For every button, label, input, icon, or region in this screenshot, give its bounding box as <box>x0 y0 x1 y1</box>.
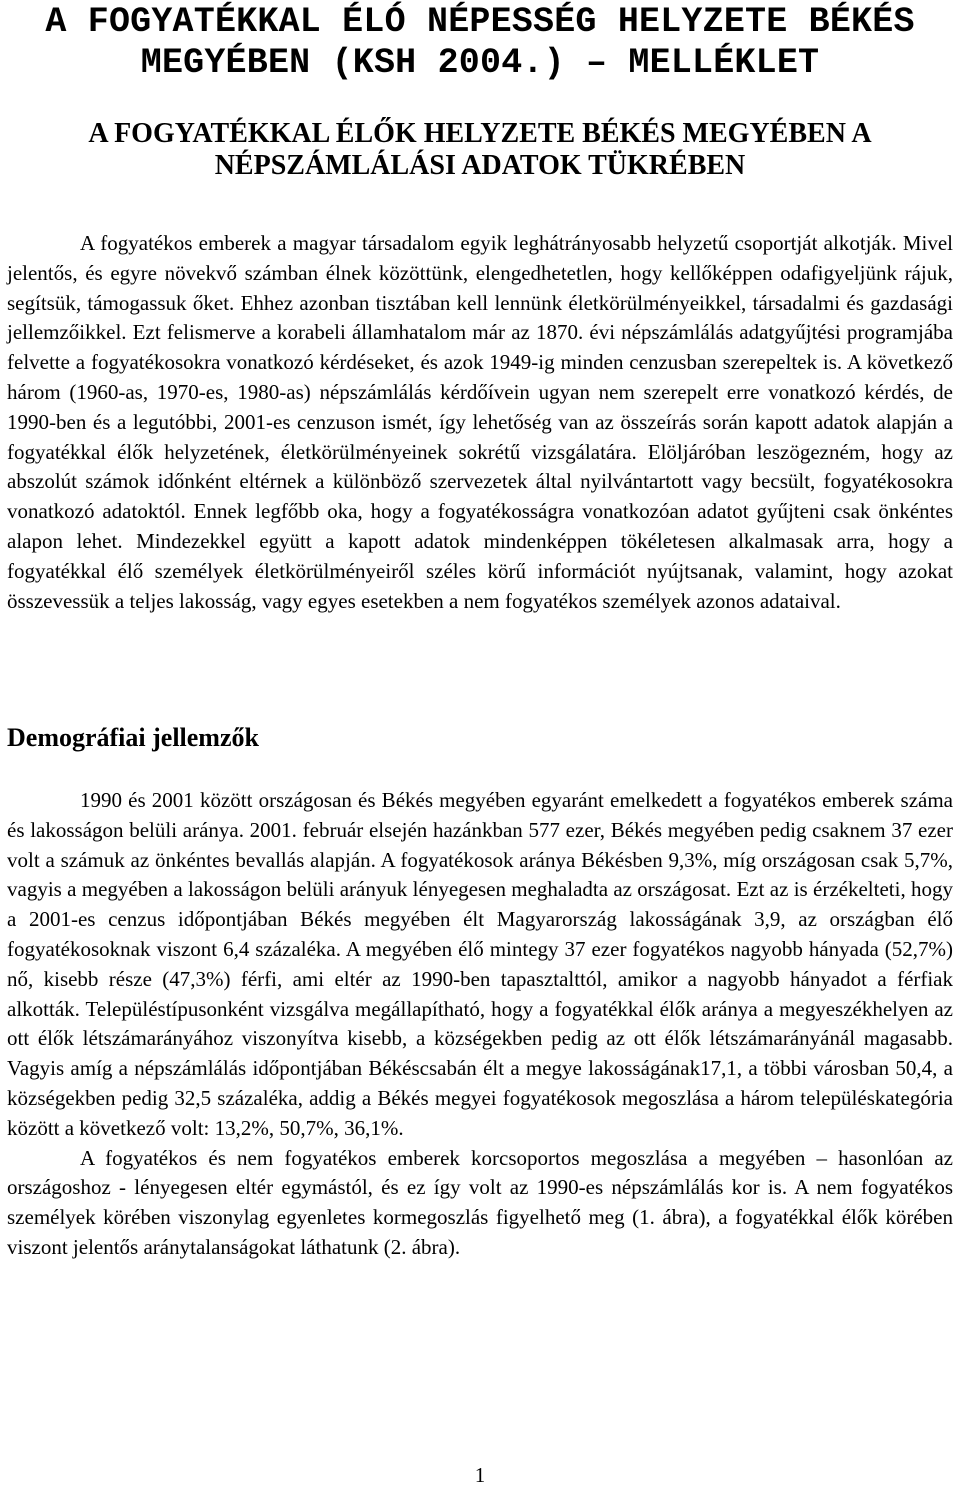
intro-section <box>7 229 953 616</box>
demographics-paragraph-2: A fogyatékos és nem fogyatékos emberek korcsoportos megoszlása a megyében – hasonlóan az országoshoz - lényegesen eltér egymástól, és ez így volt az 1990-es népszámlálás kor is. A nem fogyatékos személyek körében viszonylag egyenletes kormegoszlás figyelhető meg (1. ábra), a fogyatékkal élők körében viszont jelentős aránytalanságokat láthatunk (2. ábra). <box>7 1145 953 1259</box>
demographics-section <box>7 786 953 1263</box>
subtitle: A FOGYATÉKKAL ÉLŐK HELYZETE BÉKÉS MEGYÉBEN A NÉPSZÁMLÁLÁSI ADATOK TÜKRÉBEN <box>88 118 872 181</box>
demographics-paragraph-1: 1990 és 2001 között országosan és Békés megyében egyaránt emelkedett a fogyatékos emberek száma és lakosságon belüli aránya. 2001. február elsején hazánkban 577 ezer, Békés megyében pedig csaknem 37 ezer volt a számuk az önkéntes bevallás alapján. A fogyatékosok aránya Békésben 9,3%, míg országosan csak 5,7%, vagyis a megyében a lakosságon belüli arányuk lényegesen meghaladta az országosat. Ezt az is érzékelteti, hogy a 2001-es cenzus időpontjában Békés megyében élt Magyarország lakosságának 3,9, az országban élő fogyatékosoknak viszont 6,4 százaléka. A megyében élő mintegy 37 ezer fogyatékos nagyobb hányada (52,7%) nő, kisebb része (47,3%) férfi, ami eltér az 1990-ben tapasztalttól, amikor a nagyobb hányadot a férfiak alkották. Településtípusonként vizsgálva megállapítható, hogy a fogyatékkal élők aránya a megyeszékhelyen az ott élők létszámarányához viszonyítva kisebb, a községekben pedig az ott élők létszámarányánál magasabb. Vagyis amíg a népszámlálás időpontjában Békéscsabán élt a megye lakosságának17,1, a többi városban 50,4, a községekben pedig 32,5 százaléka, addig a Békés megyei fogyatékosok megoszlása a három településkategória között a következő volt: 13,2%, 50,7%, 36,1%. <box>7 788 953 1140</box>
page-number: 1 <box>474 1463 486 1487</box>
section-heading-demographics: Demográfiai jellemzők <box>7 723 259 752</box>
main-title: A FOGYATÉKKAL ÉLÓ NÉPESSÉG HELYZETE BÉKÉS MEGYÉBEN (KSH 2004.) – MELLÉKLET <box>45 2 915 83</box>
intro-paragraph: A fogyatékos emberek a magyar társadalom egyik leghátrányosabb helyzetű csoportját alkotják. Mivel jelentős, és egyre növekvő számban élnek közöttünk, elengedhetetlen, hogy kellőképpen odafigyeljünk rájuk, segítsük, támogassuk őket. Ehhez azonban tisztában kell lennünk életkörülményeikkel, társadalmi és gazdasági jellemzőikkel. Ezt felismerve a korabeli államhatalom már az 1870. évi népszámlálás adatgyűjtési programjába felvette a fogyatékosokra vonatkozó kérdéseket, és azok 1949-ig minden cenzusban szerepeltek is. A következő három (1960-as, 1970-es, 1980-as) népszámlálás kérdőívein ugyan nem szerepelt erre vonatkozó kérdés, de 1990-ben és a legutóbbi, 2001-es cenzuson ismét, így lehetőség van az összeírás során kapott adatok alapján a fogyatékkal élők helyzetének, életkörülményeinek sokrétű vizsgálatára. Elöljáróban leszögezném, hogy az abszolút számok időnként eltérnek a különböző szervezetek által nyilvántartott vagy becsült, fogyatékosokra vonatkozó adatoktól. Ennek legfőbb oka, hogy a fogyatékosságra vonatkozóan adatot gyűjteni csak önkéntes alapon lehet. Mindezekkel együtt a kapott adatok mindenképpen tökéletesen alkalmasak arra, hogy a fogyatékkal élő személyek életkörülményeiről széles körű információt nyújtsanak, valamint, hogy azokat összevessük a teljes lakosság, vagy egyes esetekben a nem fogyatékos személyek azonos adataival. <box>7 231 953 613</box>
